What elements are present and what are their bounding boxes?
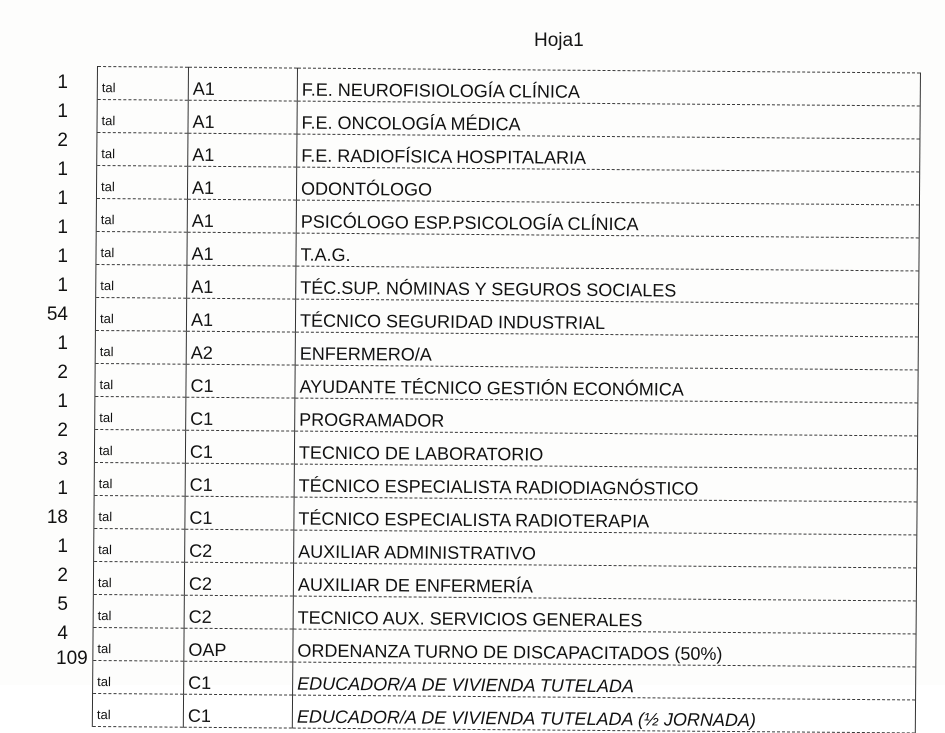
row-position-name: AUXILIAR ADMINISTRATIVO bbox=[294, 530, 917, 568]
count-column bbox=[30, 68, 92, 648]
row-position-name: TÉCNICO SEGURIDAD INDUSTRIAL bbox=[295, 299, 918, 337]
row-type: tal bbox=[95, 330, 186, 364]
row-position-name: T.A.G. bbox=[296, 233, 919, 271]
row-type: tal bbox=[93, 561, 184, 595]
row-count: 4 bbox=[57, 623, 68, 644]
row-type: tal bbox=[97, 133, 188, 167]
row-group: C1 bbox=[185, 496, 294, 530]
row-group: OAP bbox=[184, 628, 293, 662]
row-count: 5 bbox=[57, 594, 68, 615]
row-position-name: TÉCNICO ESPECIALISTA RADIODIAGNÓSTICO bbox=[294, 464, 917, 502]
row-group: C1 bbox=[184, 661, 293, 695]
row-type: tal bbox=[93, 594, 184, 628]
positions-table bbox=[92, 66, 921, 733]
row-type: tal bbox=[95, 396, 186, 430]
row-group: A1 bbox=[187, 199, 296, 233]
row-position-name: TECNICO DE LABORATORIO bbox=[294, 431, 917, 469]
row-position-name: AUXILIAR DE ENFERMERÍA bbox=[293, 563, 916, 601]
row-group: C2 bbox=[184, 595, 293, 629]
row-position-name: PROGRAMADOR bbox=[295, 398, 918, 436]
row-type: tal bbox=[97, 67, 188, 101]
row-type: tal bbox=[96, 264, 187, 298]
row-type: tal bbox=[96, 166, 187, 200]
row-type: tal bbox=[96, 198, 187, 232]
row-count: 1 bbox=[57, 188, 68, 209]
row-group: C2 bbox=[185, 529, 294, 563]
row-position-name: ODONTÓLOGO bbox=[296, 167, 919, 205]
row-group: A1 bbox=[187, 265, 296, 299]
row-group: A2 bbox=[186, 331, 295, 365]
row-group: C1 bbox=[186, 364, 295, 398]
row-count: 1 bbox=[57, 391, 68, 412]
row-type: tal bbox=[95, 363, 186, 397]
row-group: A1 bbox=[187, 232, 296, 266]
row-group: A1 bbox=[188, 100, 297, 134]
row-count: 3 bbox=[57, 449, 68, 470]
row-count: 1 bbox=[57, 333, 68, 354]
row-type: tal bbox=[95, 297, 186, 331]
row-count: 1 bbox=[57, 275, 68, 296]
row-group: C1 bbox=[183, 694, 292, 728]
row-count: 1 bbox=[57, 536, 68, 557]
row-position-name: F.E. NEUROFISIOLOGÍA CLÍNICA bbox=[297, 68, 920, 106]
row-type: tal bbox=[94, 528, 185, 562]
row-group: A1 bbox=[187, 166, 296, 200]
row-type: tal bbox=[94, 429, 185, 463]
row-type: tal bbox=[93, 627, 184, 661]
table-row bbox=[92, 693, 915, 732]
row-type: tal bbox=[94, 462, 185, 496]
row-position-name: PSICÓLOGO ESP.PSICOLOGÍA CLÍNICA bbox=[296, 200, 919, 238]
row-type: tal bbox=[93, 660, 184, 694]
row-position-name: ENFERMERO/A bbox=[295, 332, 918, 370]
row-position-name: F.E. ONCOLOGÍA MÉDICA bbox=[297, 101, 920, 139]
row-type: tal bbox=[97, 100, 188, 134]
row-count: 2 bbox=[57, 130, 68, 151]
row-count: 1 bbox=[57, 159, 68, 180]
row-type: tal bbox=[94, 495, 185, 529]
row-group: A1 bbox=[188, 67, 297, 101]
sheet-title: Hoja1 bbox=[534, 30, 584, 51]
row-group: A1 bbox=[188, 133, 297, 167]
row-count: 1 bbox=[57, 478, 68, 499]
row-position-name: EDUCADOR/A DE VIVIENDA TUTELADA (½ JORNADA) bbox=[292, 695, 915, 733]
row-position-name: TÉCNICO ESPECIALISTA RADIOTERAPIA bbox=[294, 497, 917, 535]
total-count: 109 bbox=[56, 648, 88, 669]
row-count: 2 bbox=[57, 565, 68, 586]
row-count: 2 bbox=[57, 420, 68, 441]
row-position-name: AYUDANTE TÉCNICO GESTIÓN ECONÓMICA bbox=[295, 365, 918, 403]
row-position-name: TÉC.SUP. NÓMINAS Y SEGUROS SOCIALES bbox=[296, 266, 919, 304]
row-group: C2 bbox=[184, 562, 293, 596]
row-count: 1 bbox=[57, 101, 68, 122]
row-position-name: TECNICO AUX. SERVICIOS GENERALES bbox=[293, 596, 916, 634]
row-count: 1 bbox=[57, 246, 68, 267]
row-count: 1 bbox=[57, 72, 68, 93]
row-count: 54 bbox=[46, 304, 68, 325]
row-group: C1 bbox=[185, 430, 294, 464]
row-group: A1 bbox=[186, 298, 295, 332]
row-count: 18 bbox=[46, 507, 68, 528]
row-count: 1 bbox=[57, 217, 68, 238]
row-position-name: F.E. RADIOFÍSICA HOSPITALARIA bbox=[297, 134, 920, 172]
row-type: tal bbox=[96, 231, 187, 265]
row-position-name: ORDENANZA TURNO DE DISCAPACITADOS (50%) bbox=[293, 629, 916, 667]
row-position-name: EDUCADOR/A DE VIVIENDA TUTELADA bbox=[293, 662, 916, 700]
row-group: C1 bbox=[185, 463, 294, 497]
row-count: 2 bbox=[57, 362, 68, 383]
row-group: C1 bbox=[186, 397, 295, 431]
row-type: tal bbox=[92, 693, 183, 727]
